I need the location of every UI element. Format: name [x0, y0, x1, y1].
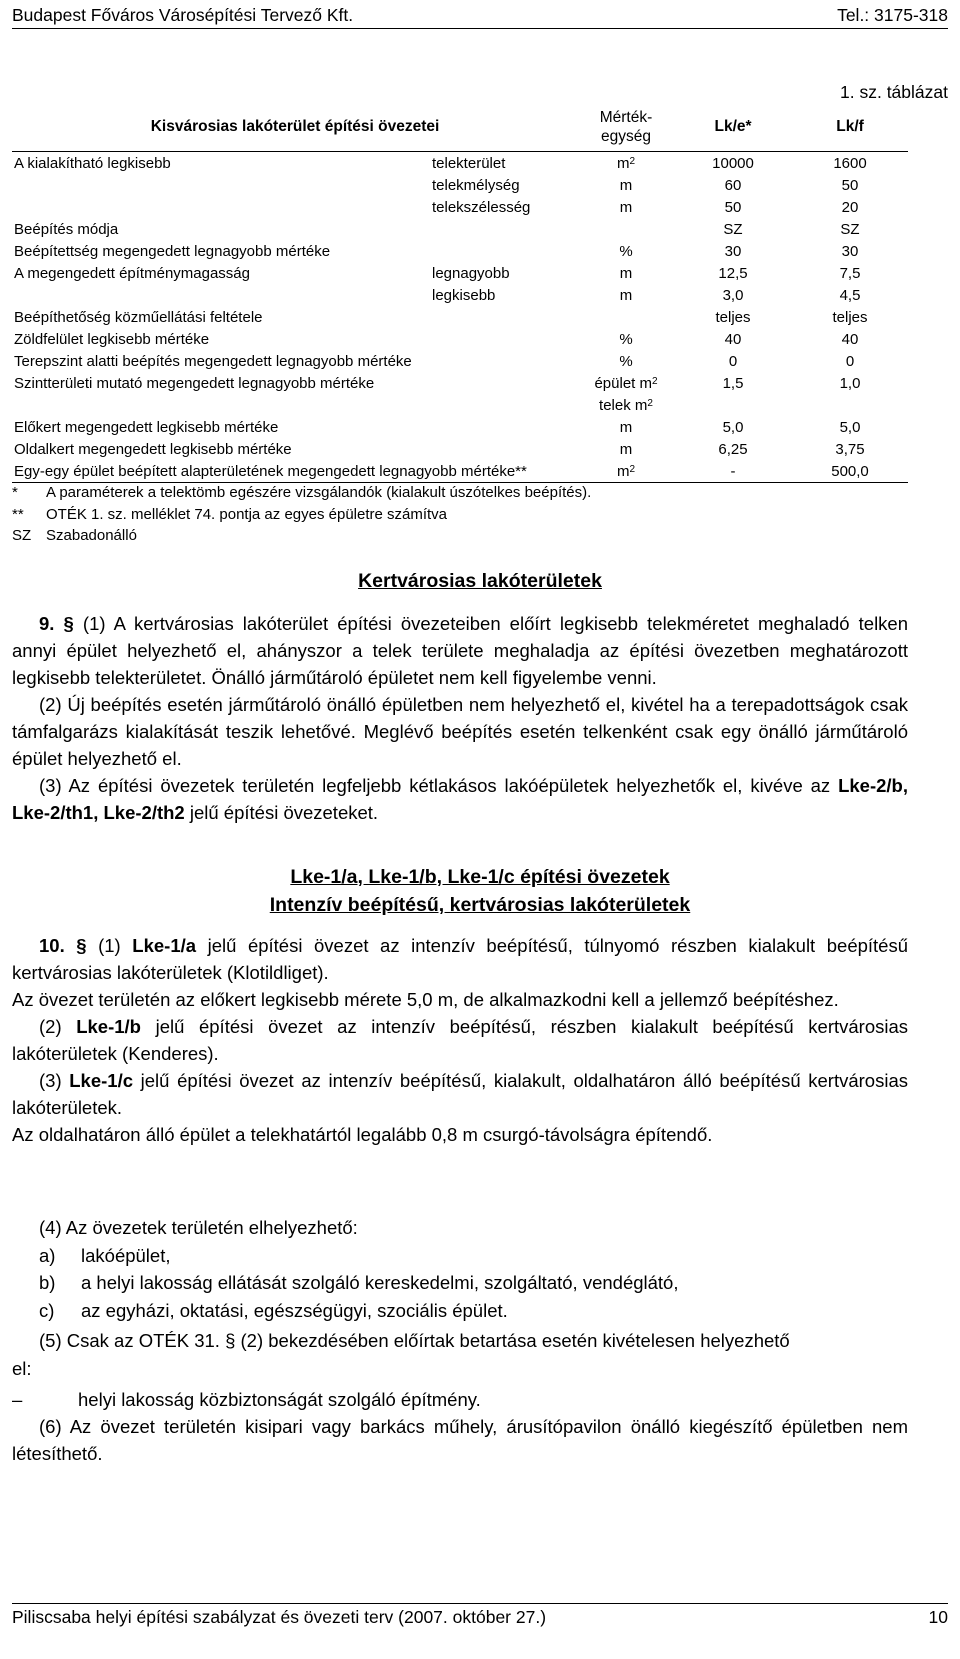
paragraph-10-3: (3) Lke-1/c jelű építési övezet az intenzív beépítésű, kialakult, oldalhatáron álló beépítésű kertvárosias lakóterületek. — [12, 1070, 908, 1118]
row-value-lke — [674, 394, 792, 416]
section-title-lke1: Lke-1/a, Lke-1/b, Lke-1/c építési övezetek — [290, 866, 670, 888]
page-header — [12, 2, 948, 29]
row-unit — [578, 306, 674, 328]
row-label: Terepszint alatti beépítés megengedett legnagyobb mértéke — [14, 352, 412, 370]
row-sublabel — [430, 240, 578, 262]
row-sublabel — [430, 416, 578, 438]
table-notes — [12, 482, 591, 547]
paragraph-10-6-block — [12, 1413, 908, 1467]
row-sublabel — [430, 328, 578, 350]
table-header-row — [12, 103, 908, 152]
row-label: Szintterületi mutató megengedett legnagyobb mértéke — [14, 374, 375, 392]
table-row — [12, 262, 908, 284]
row-value-lke: 3,0 — [722, 286, 744, 304]
paragraph-9-3: (3) Az építési övezetek területén legfeljebb kétlakásos lakóépületek helyezhetők el, kivéve az Lke-2/b, Lke-2/th1, Lke-2/th2 jelű építési övezeteket. — [12, 775, 908, 823]
note-1: * A paraméterek a telektömb egészére vizsgálandók (kialakult úszótelkes beépítés). — [12, 484, 592, 501]
row-value-lke: - — [674, 460, 792, 483]
section-9 — [12, 610, 908, 826]
header-company: Budapest Főváros Városépítési Tervező Kft. — [12, 5, 354, 25]
table-body — [12, 152, 908, 483]
paragraph-9-1: 9. § (1) A kertvárosias lakóterület építési övezeteiben előírt legkisebb telekméretet meghaladó telken annyi épület helyezhető el, ahányszor a telek területe meghaladja az építési övezetben meghatározott legkisebb telekterületet. Önálló járműtároló épületet nem kell figyelembe venni. — [12, 613, 909, 688]
row-value-lkf: 40 — [841, 330, 859, 348]
page-number: 10 — [928, 1607, 948, 1627]
table-row — [12, 196, 908, 218]
table-row — [12, 438, 908, 460]
note-2: ** OTÉK 1. sz. melléklet 74. pontja az egyes épületre számítva — [12, 505, 448, 523]
paragraph-9-2: (2) Új beépítés esetén járműtároló önálló épületben nem helyezhető el, kivétel ha a terepadottságok csak támfalgarázs kialakítását teszik lehetővé. Meglévő beépítés esetén telkenként csak egy önálló járműtároló épület helyezhető el. — [12, 694, 908, 769]
row-unit: épület $m^2$ — [594, 374, 658, 392]
table-row — [12, 416, 908, 438]
row-value-lke: 50 — [724, 198, 742, 216]
table-row — [12, 240, 908, 262]
row-value-lke: 40 — [724, 330, 742, 348]
table-number: 1. sz. táblázat — [840, 82, 948, 102]
row-label: A megengedett építménymagasság — [14, 264, 250, 282]
table-row — [12, 284, 908, 306]
row-value-lke: 60 — [724, 176, 742, 194]
table-row — [12, 174, 908, 196]
row-value-lke: 1,5 — [722, 374, 744, 392]
row-label: Oldalkert megengedett legkisebb mértéke — [14, 440, 292, 458]
row-value-lkf: 7,5 — [839, 264, 861, 282]
list-item-dash: – helyi lakosság közbiztonságát szolgáló építmény. — [12, 1389, 481, 1410]
row-unit: m — [619, 418, 633, 436]
row-label: Beépítettség megengedett legnagyobb mértéke — [14, 242, 331, 260]
row-value-lke: 30 — [724, 242, 742, 260]
table-row — [12, 218, 908, 240]
row-unit: m — [619, 264, 633, 282]
paragraph-10-3-cont: Az oldalhatáron álló épület a telekhatártól legalább 0,8 m csurgó-távolságra építendő. — [12, 1124, 713, 1145]
row-value-lke: 0 — [728, 352, 738, 370]
row-sublabel: telekmélység — [432, 176, 520, 194]
page-footer — [12, 1603, 948, 1628]
row-sublabel: telekterület — [430, 152, 578, 175]
row-value-lke: SZ — [723, 220, 743, 238]
row-value-lkf: 3,75 — [835, 440, 865, 458]
row-sublabel: legnagyobb — [432, 264, 510, 282]
row-label — [12, 284, 430, 306]
paragraph-10-6: (6) Az övezet területén kisipari vagy barkács műhely, árusítópavilon önálló kiegészítő épületben nem létesíthető. — [12, 1416, 908, 1464]
unit-header: Mérték- egység — [599, 109, 653, 145]
row-unit: % — [619, 352, 633, 370]
table-row — [12, 372, 908, 394]
section-title-kertvarosias: Kertvárosias lakóterületek — [358, 570, 602, 592]
row-value-lkf: 5,0 — [839, 418, 861, 436]
row-value-lke: 10000 — [674, 152, 792, 175]
row-label: Beépíthetőség közműellátási feltétele — [14, 308, 263, 326]
row-sublabel — [430, 350, 578, 372]
row-unit: m — [619, 286, 633, 304]
row-value-lke: 12,5 — [718, 264, 748, 282]
row-value-lkf: 500,0 — [792, 460, 908, 483]
row-unit: % — [619, 330, 633, 348]
table-row — [12, 394, 908, 416]
row-unit: m — [619, 198, 633, 216]
row-value-lkf: 20 — [841, 198, 859, 216]
paragraph-10-1: 10. § (1) Lke-1/a jelű építési övezet az intenzív beépítésű, túlnyomó részben kialakult beépítésű kertvárosias lakóterületek (Klotildliget). — [12, 935, 908, 983]
row-value-lkf — [792, 394, 908, 416]
row-value-lkf: 1,0 — [839, 374, 861, 392]
row-unit: telek $m^2$ — [599, 396, 653, 414]
row-unit: $m^2$ — [578, 460, 674, 483]
row-sublabel: legkisebb — [432, 286, 496, 304]
row-label: Zöldfelület legkisebb mértéke — [14, 330, 210, 348]
paragraph-10-4: (4) Az övezetek területén elhelyezhető: — [39, 1217, 358, 1238]
paragraph-10-5: (5) Csak az OTÉK 31. § (2) bekezdésében előírtak betartása esetén kivételesen helyezhető — [39, 1330, 790, 1351]
row-value-lkf: 0 — [845, 352, 855, 370]
table-row — [12, 152, 908, 175]
row-value-lkf: SZ — [840, 220, 860, 238]
table-row — [12, 328, 908, 350]
row-value-lke: 6,25 — [718, 440, 748, 458]
paragraph-10-2: (2) Lke-1/b jelű építési övezet az intenzív beépítésű, részben kialakult beépítésű kertvárosias lakóterületek (Kenderes). — [12, 1016, 909, 1064]
section-10 — [12, 932, 908, 1148]
row-sublabel — [430, 218, 578, 240]
footer-document-title: Piliscsaba helyi építési szabályzat és övezeti terv (2007. október 27.) — [12, 1607, 547, 1627]
row-value-lkf: teljes — [832, 308, 868, 326]
paragraph-10-1-cont: Az övezet területén az előkert legkisebb mérete 5,0 m, de alkalmazkodni kell a jellemző beépítéshez. — [12, 989, 839, 1010]
col-lke-header: Lk/e* — [714, 118, 752, 135]
zoning-table — [12, 103, 908, 483]
row-unit: m — [619, 440, 633, 458]
row-unit — [578, 218, 674, 240]
row-value-lkf: 50 — [841, 176, 859, 194]
row-value-lke: teljes — [715, 308, 751, 326]
col-lkf-header: Lk/f — [836, 118, 864, 135]
row-label: Egy-egy épület beépített alapterületének megengedett legnagyobb mértéke** — [12, 460, 430, 483]
row-value-lkf: 4,5 — [839, 286, 861, 304]
row-label: A kialakítható legkisebb — [12, 152, 430, 175]
table-row — [12, 306, 908, 328]
row-sublabel — [430, 306, 578, 328]
row-unit: % — [619, 242, 633, 260]
note-3: SZ Szabadonálló — [12, 527, 137, 544]
row-unit: $m^2$ — [578, 152, 674, 175]
row-sublabel: telekszélesség — [432, 198, 531, 216]
paragraph-10-5-cont: el: — [12, 1357, 32, 1379]
list-item: b) a helyi lakosság ellátását szolgáló kereskedelmi, szolgáltató, vendéglátó, — [39, 1272, 679, 1293]
row-label: Beépítés módja — [14, 220, 119, 238]
row-sublabel — [430, 438, 578, 460]
row-label — [12, 196, 430, 218]
table-row — [12, 350, 908, 372]
row-label — [12, 394, 430, 416]
table-row — [12, 460, 908, 483]
row-label — [12, 174, 430, 196]
row-value-lkf: 1600 — [792, 152, 908, 175]
table-title: Kisvárosias lakóterület építési övezetei — [150, 118, 440, 135]
row-label: Előkert megengedett legkisebb mértéke — [14, 418, 279, 436]
row-unit: m — [619, 176, 633, 194]
section-subtitle-intenziv: Intenzív beépítésű, kertvárosias lakóterületek — [269, 894, 691, 916]
row-sublabel — [430, 394, 578, 416]
section-10-list — [12, 1214, 908, 1414]
header-phone: Tel.: 3175-318 — [837, 5, 948, 25]
list-item: c) az egyházi, oktatási, egészségügyi, szociális épület. — [39, 1299, 508, 1321]
list-item: a) lakóépület, — [39, 1244, 171, 1266]
row-value-lke: 5,0 — [722, 418, 744, 436]
row-sublabel — [430, 372, 578, 394]
row-value-lkf: 30 — [841, 242, 859, 260]
